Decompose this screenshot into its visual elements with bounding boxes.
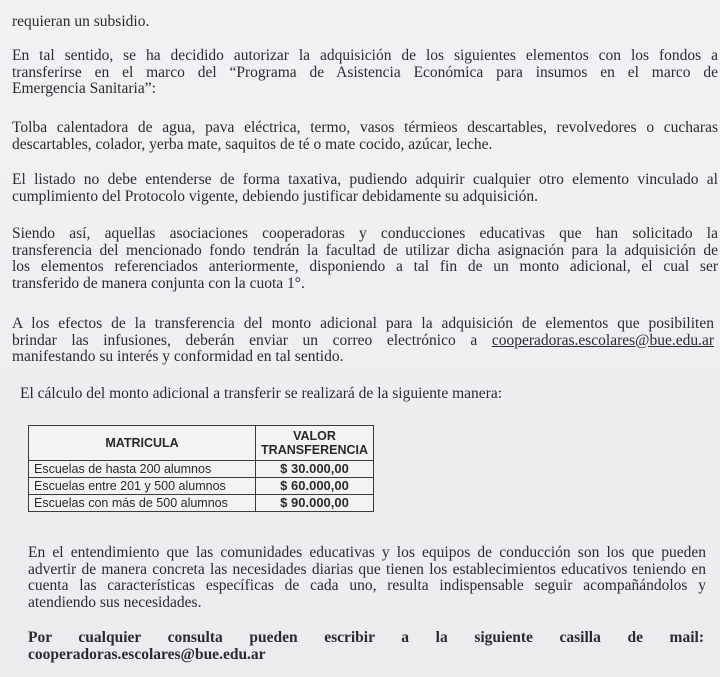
cell-matricula: Escuelas con más de 500 alumnos: [29, 495, 256, 512]
table-header-row: [29, 426, 374, 461]
table-row: [29, 461, 374, 478]
paragraph-line: [12, 333, 714, 350]
paragraph-line: manifestando su interés y conformidad en tal sentido.: [12, 349, 344, 365]
paragraph-line: Por cualquier consulta pueden escribir a la siguiente casilla de mail:: [28, 630, 704, 646]
email-link[interactable]: cooperadoras.escolares@bue.edu.ar: [491, 332, 714, 349]
paragraph-line: los elementos referenciados anteriormente, disponiendo a tal fin de un monto adicional, el cual ser: [12, 259, 718, 275]
paragraph-line: A los efectos de la transferencia del monto adicional para la adquisición de elementos que posibiliten: [12, 316, 714, 332]
table-row: [29, 495, 374, 512]
paragraph-line: El cálculo del monto adicional a transferir se realizará de la siguiente manera:: [20, 386, 502, 402]
header-matricula: MATRICULA: [29, 426, 256, 461]
header-valor-transferencia: [256, 426, 374, 461]
paragraph-line: atendiendo sus necesidades.: [28, 594, 202, 611]
paragraph-line: Siendo así, aquellas asociaciones cooperadoras y conducciones educativas que han solicitado la: [12, 226, 718, 242]
paragraph-non-exhaustive: [12, 172, 718, 205]
paragraph-understanding: [28, 545, 706, 611]
paragraph-email-request: [12, 316, 714, 366]
transfer-table: [28, 425, 374, 512]
paragraph-calculation: [20, 386, 700, 403]
header-transferencia-line: TRANSFERENCIA: [261, 443, 368, 457]
cell-valor: $ 90.000,00: [256, 495, 374, 512]
paragraph-cooperative-associations: [12, 226, 718, 292]
paragraph-line: cuenta las características específicas de cada uno, resulta indispensable seguir acompañándolos y: [28, 578, 706, 594]
paragraph-contact: [28, 630, 704, 663]
table-row: [29, 478, 374, 495]
paragraph-authorization: [12, 48, 718, 98]
cell-matricula: Escuelas de hasta 200 alumnos: [29, 461, 256, 478]
paragraph-line: Emergencia Sanitaria”:: [12, 81, 156, 97]
cell-valor: $ 60.000,00: [256, 478, 374, 495]
paragraph-line: transferencia del mencionado fondo tendrán la facultad de utilizar dicha asignación para la adquisición de: [12, 242, 718, 259]
text-line-top: [12, 14, 612, 31]
cell-valor: $ 30.000,00: [256, 461, 374, 478]
paragraph-elements-list: [12, 120, 718, 153]
paragraph-line: cumplimiento del Protocolo vigente, debiendo justificar debidamente su adquisición.: [12, 188, 539, 205]
header-valor-line: VALOR: [293, 429, 336, 443]
contact-email: cooperadoras.escolares@bue.edu.ar: [28, 646, 266, 663]
paragraph-line: transferido de manera conjunta con la cuota 1°.: [12, 275, 305, 292]
paragraph-line: requieran un subsidio.: [12, 14, 150, 30]
paragraph-line: descartables, colador, yerba mate, saquitos de té o mate cocido, azúcar, leche.: [12, 136, 493, 153]
paragraph-line: En tal sentido, se ha decidido autorizar la adquisición de los siguientes elementos con los fondos a: [12, 48, 718, 64]
paragraph-line: El listado no debe entenderse de forma taxativa, pudiendo adquirir cualquier otro elemento vinculado al: [12, 172, 718, 188]
paragraph-line: Tolba calentadora de agua, pava eléctrica, termo, vasos térmieos descartables, revolvedores o cucharas: [12, 120, 718, 136]
cell-matricula: Escuelas entre 201 y 500 alumnos: [29, 478, 256, 495]
paragraph-line: advertir de manera concreta las necesidades diarias que tienen los establecimientos educativos teniendo en: [28, 561, 706, 578]
paragraph-line: transferirse en el marco del “Programa de Asistencia Económica para insumos en el marco de: [12, 64, 718, 81]
paragraph-line: En el entendimiento que las comunidades educativas y los equipos de conducción son los que pueden: [28, 545, 706, 561]
paragraph-text: brindar las infusiones, deberán enviar un correo electrónico a: [12, 332, 478, 349]
